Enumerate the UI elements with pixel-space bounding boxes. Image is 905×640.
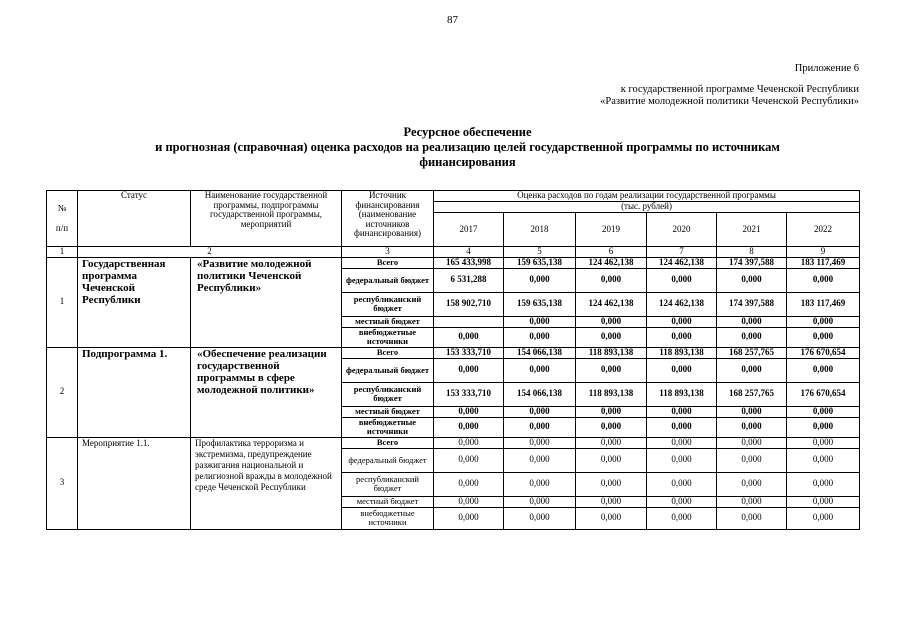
source-cell: Всего [342,347,434,358]
value-cell-2019: 124 462,138 [576,257,647,268]
page-number: 87 [447,14,458,26]
value-cell-2019: 0,000 [576,496,647,507]
source-cell: внебюджетные источники [342,417,434,437]
value-cell-2018: 0,000 [504,268,576,292]
appendix-program-name: «Развитие молодежной политики Чеченской Республики» [600,96,859,107]
value-cell-2020: 124 462,138 [647,257,717,268]
value-cell-2022: 0,000 [787,358,860,382]
value-cell-2020: 0,000 [647,417,717,437]
source-cell: внебюджетные источники [342,507,434,529]
value-cell-2020: 0,000 [647,327,717,347]
value-cell-2017: 0,000 [434,472,504,496]
value-cell-2018: 154 066,138 [504,382,576,406]
header-number-cell [47,191,78,247]
value-cell-2019: 0,000 [576,437,647,448]
value-cell-2017: 153 333,710 [434,347,504,358]
value-cell-2018: 0,000 [504,507,576,529]
value-cell-2019: 0,000 [576,316,647,327]
value-cell-2021: 0,000 [717,327,787,347]
column-number-6: 6 [576,247,647,258]
row-number: 1 [47,257,78,347]
value-cell-2022: 0,000 [787,417,860,437]
source-cell: местный бюджет [342,316,434,327]
header-unit: (тыс. рублей) [434,202,860,213]
value-cell-2019: 0,000 [576,406,647,417]
resource-table [46,190,860,530]
value-cell-2022: 183 117,469 [787,257,860,268]
value-cell-2017: 0,000 [434,406,504,417]
value-cell-2019: 0,000 [576,327,647,347]
header-number: № [57,203,67,213]
header-year-2017: 2017 [434,213,504,247]
value-cell-2017: 0,000 [434,496,504,507]
value-cell-2017: 0,000 [434,437,504,448]
appendix-program-ref: к государственной программе Чеченской Республики [620,84,859,95]
value-cell-2022: 0,000 [787,448,860,472]
value-cell-2018: 159 635,138 [504,257,576,268]
row-name: «Обеспечение реализации государственной программы в сфере молодежной политики» [191,347,342,437]
column-number-9: 9 [787,247,860,258]
value-cell-2022: 183 117,469 [787,292,860,316]
value-cell-2020: 118 893,138 [647,382,717,406]
source-cell: республиканский бюджет [342,292,434,316]
value-cell-2022: 176 670,654 [787,382,860,406]
header-year-2020: 2020 [647,213,717,247]
value-cell-2018: 154 066,138 [504,347,576,358]
header-pp: п/п [55,222,69,233]
source-cell: местный бюджет [342,406,434,417]
value-cell-2021: 0,000 [717,448,787,472]
value-cell-2018: 0,000 [504,327,576,347]
header-year-2019: 2019 [576,213,647,247]
value-cell-2018: 0,000 [504,417,576,437]
value-cell-2018: 0,000 [504,448,576,472]
value-cell-2020: 0,000 [647,437,717,448]
row-status: Подпрограмма 1. [78,347,191,437]
row-name: «Развитие молодежной политики Чеченской Республики» [191,257,342,347]
value-cell-2017: 158 902,710 [434,292,504,316]
source-cell: внебюджетные источники [342,327,434,347]
header-name: Наименование государственной программы, подпрограммы государственной программы, мероприятий [191,191,342,247]
value-cell-2020: 0,000 [647,406,717,417]
row-status: Мероприятие 1.1. [78,437,191,529]
value-cell-2017: 153 333,710 [434,382,504,406]
value-cell-2020: 124 462,138 [647,292,717,316]
column-number-1: 1 [47,247,78,258]
value-cell-2021: 168 257,765 [717,382,787,406]
source-cell: Всего [342,257,434,268]
source-cell: федеральный бюджет [342,448,434,472]
value-cell-2020: 0,000 [647,448,717,472]
value-cell-2022: 0,000 [787,406,860,417]
header-row-column-numbers [47,247,860,258]
table-body [47,191,860,530]
value-cell-2019: 118 893,138 [576,347,647,358]
row-number: 3 [47,437,78,529]
column-number-8: 8 [717,247,787,258]
value-cell-2022: 0,000 [787,507,860,529]
document-title-line-2: и прогнозная (справочная) оценка расходов на реализацию целей государственной программы по источникам [155,140,780,154]
value-cell-2019: 0,000 [576,417,647,437]
value-cell-2021: 0,000 [717,268,787,292]
header-year-2021: 2021 [717,213,787,247]
value-cell-2022: 0,000 [787,472,860,496]
value-cell-2018: 0,000 [504,496,576,507]
value-cell-2019: 118 893,138 [576,382,647,406]
value-cell-2019: 0,000 [576,358,647,382]
column-number-5: 5 [504,247,576,258]
row-status: Государственная программа Чеченской Республики [78,257,191,347]
column-number-3: 3 [342,247,434,258]
value-cell-2018: 0,000 [504,358,576,382]
value-cell-2017 [434,316,504,327]
value-cell-2021: 0,000 [717,472,787,496]
source-cell: федеральный бюджет [342,268,434,292]
value-cell-2019: 124 462,138 [576,292,647,316]
value-cell-2019: 0,000 [576,268,647,292]
value-cell-2017: 0,000 [434,417,504,437]
column-number-2: 2 [78,247,342,258]
table-row [47,347,860,358]
value-cell-2021: 0,000 [717,437,787,448]
document-title-line-1: Ресурсное обеспечение [403,125,532,139]
header-year-2018: 2018 [504,213,576,247]
value-cell-2021: 174 397,588 [717,292,787,316]
value-cell-2018: 0,000 [504,437,576,448]
value-cell-2021: 0,000 [717,406,787,417]
column-number-7: 7 [647,247,717,258]
value-cell-2021: 0,000 [717,496,787,507]
value-cell-2020: 118 893,138 [647,347,717,358]
value-cell-2020: 0,000 [647,472,717,496]
value-cell-2017: 0,000 [434,448,504,472]
value-cell-2019: 0,000 [576,472,647,496]
value-cell-2019: 0,000 [576,507,647,529]
source-cell: федеральный бюджет [342,358,434,382]
source-cell: местный бюджет [342,496,434,507]
table-row [47,257,860,268]
value-cell-2022: 0,000 [787,316,860,327]
source-cell: республиканский бюджет [342,382,434,406]
value-cell-2018: 0,000 [504,472,576,496]
value-cell-2021: 0,000 [717,507,787,529]
value-cell-2017: 165 433,998 [434,257,504,268]
value-cell-2018: 0,000 [504,406,576,417]
value-cell-2017: 0,000 [434,327,504,347]
value-cell-2017: 0,000 [434,358,504,382]
value-cell-2018: 0,000 [504,316,576,327]
row-number: 2 [47,347,78,437]
value-cell-2022: 176 670,654 [787,347,860,358]
value-cell-2021: 0,000 [717,417,787,437]
value-cell-2021: 0,000 [717,316,787,327]
value-cell-2022: 0,000 [787,437,860,448]
value-cell-2020: 0,000 [647,316,717,327]
value-cell-2019: 0,000 [576,448,647,472]
value-cell-2020: 0,000 [647,358,717,382]
table-row [47,437,860,448]
source-cell: Всего [342,437,434,448]
value-cell-2020: 0,000 [647,496,717,507]
value-cell-2017: 0,000 [434,507,504,529]
value-cell-2018: 159 635,138 [504,292,576,316]
value-cell-2021: 168 257,765 [717,347,787,358]
header-row-1 [47,191,860,202]
source-cell: республиканский бюджет [342,472,434,496]
document-title-line-3: финансирования [419,155,516,169]
value-cell-2020: 0,000 [647,507,717,529]
value-cell-2022: 0,000 [787,268,860,292]
row-name: Профилактика терроризма и экстремизма, предупреждение разжигания национальной и религиозной вражды в молодежной среде Чеченской Республики [191,437,342,529]
value-cell-2021: 0,000 [717,358,787,382]
header-year-2022: 2022 [787,213,860,247]
appendix-label: Приложение 6 [794,63,859,74]
value-cell-2022: 0,000 [787,327,860,347]
column-number-4: 4 [434,247,504,258]
header-estimate: Оценка расходов по годам реализации государственной программы [434,191,860,202]
header-status: Статус [78,191,191,247]
header-source: Источник финансирования (наименование источников финансирования) [342,191,434,247]
value-cell-2020: 0,000 [647,268,717,292]
value-cell-2017: 6 531,288 [434,268,504,292]
value-cell-2022: 0,000 [787,496,860,507]
value-cell-2021: 174 397,588 [717,257,787,268]
